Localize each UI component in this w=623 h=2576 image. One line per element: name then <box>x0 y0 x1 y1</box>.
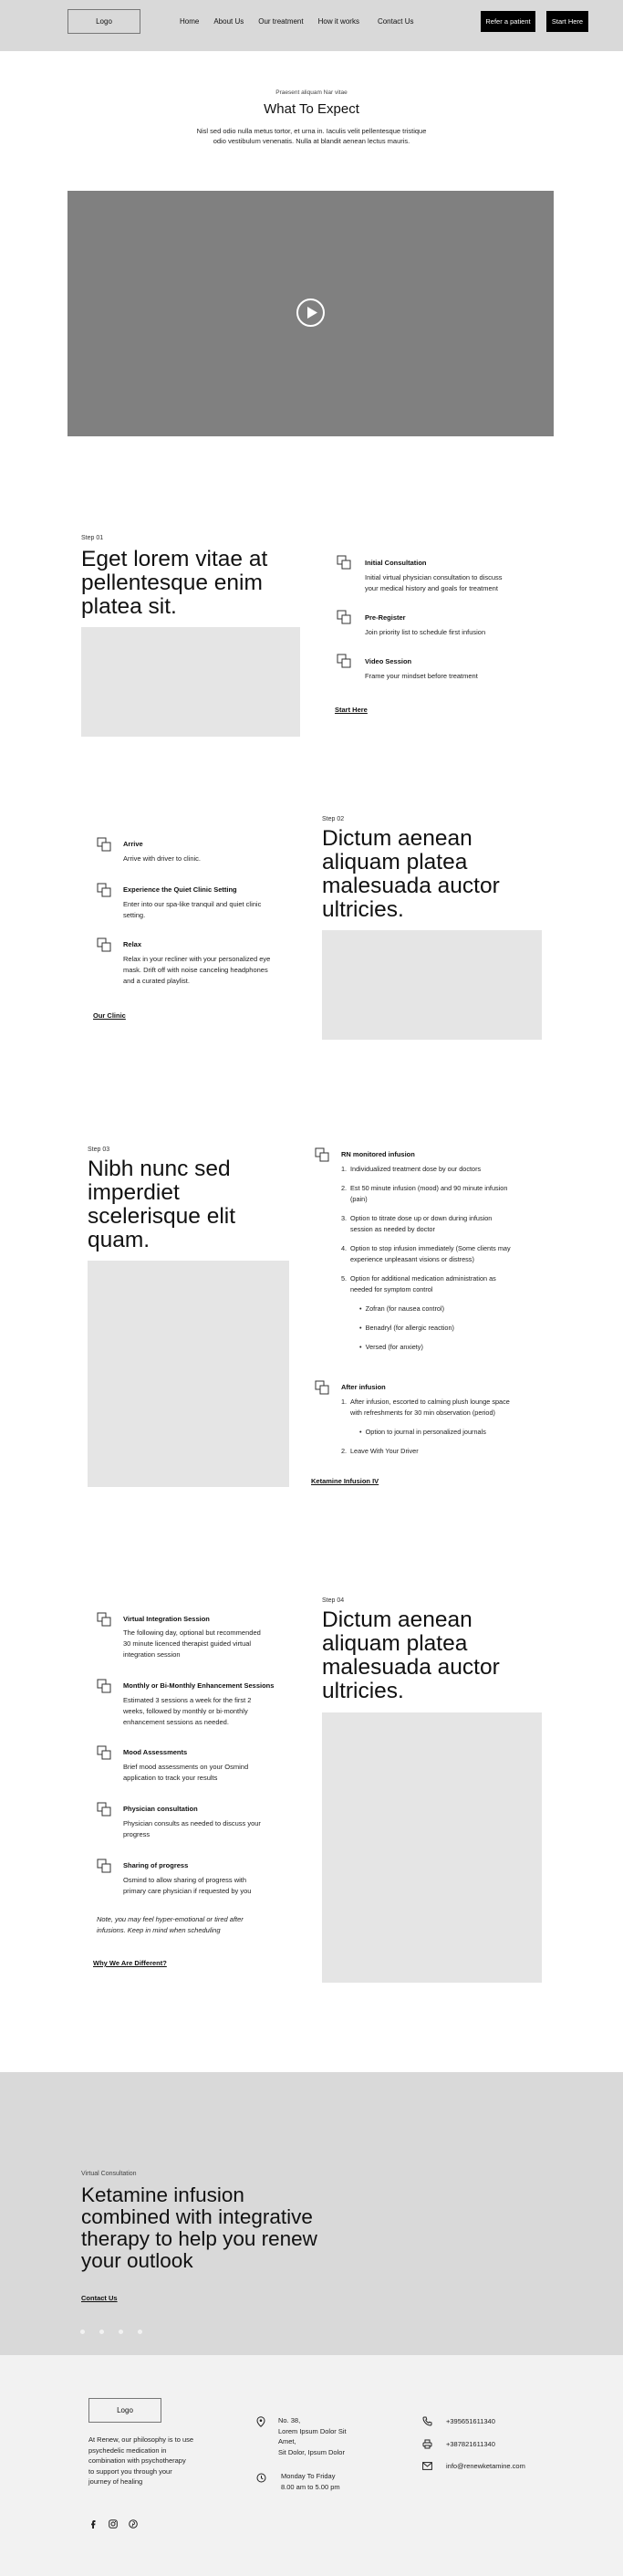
step-4-item-text: The following day, optional but recommended 30 minute licenced therapist guided virtual integration session <box>123 1628 261 1659</box>
squares-icon <box>337 610 351 624</box>
mail-icon <box>422 2462 432 2470</box>
footer-phone-1[interactable]: +395651611340 <box>446 2417 495 2425</box>
step-4-item-title: Mood Assessments <box>123 1748 188 1756</box>
carousel-dot[interactable] <box>80 2330 85 2334</box>
carousel-dot[interactable] <box>99 2330 104 2334</box>
step-2-image <box>322 930 542 1040</box>
step-4-item-text: Osmind to allow sharing of progress with primary care physician if requested by you <box>123 1876 252 1895</box>
nav-contact-us[interactable]: Contact Us <box>377 17 414 26</box>
squares-icon <box>97 1859 111 1873</box>
step-4-item-title: Sharing of progress <box>123 1861 189 1869</box>
squares-icon <box>337 555 351 570</box>
step-1-item-title: Initial Consultation <box>365 559 427 567</box>
step-1-title-line: Eget lorem vitae at <box>81 547 268 571</box>
cta-banner <box>0 2072 623 2355</box>
squares-icon <box>97 837 111 852</box>
why-different-link[interactable]: Why We Are Different? <box>93 1959 167 1967</box>
footer-phone-2[interactable]: +387821611340 <box>446 2440 495 2448</box>
contact-us-link[interactable]: Contact Us <box>81 2294 118 2302</box>
nav-home[interactable]: Home <box>180 17 200 26</box>
step-2-item-text: Arrive with driver to clinic. <box>123 854 202 863</box>
step-3-label: Step 03 <box>88 1147 110 1153</box>
start-here-link[interactable]: Start Here <box>335 706 368 714</box>
pinterest-icon[interactable] <box>129 2519 138 2529</box>
squares-icon <box>315 1147 329 1162</box>
step-3-image <box>88 1261 289 1487</box>
step-3-title: Nibh nunc sed imperdiet scelerisque elit quam. <box>88 1157 236 1252</box>
squares-icon <box>97 1745 111 1760</box>
squares-icon <box>97 937 111 952</box>
printer-icon <box>422 2439 432 2449</box>
ketamine-infusion-link[interactable]: Ketamine Infusion IV <box>311 1477 379 1485</box>
intro-text-line-2: odio vestibulum venenatis. Nulla at blandit aenean lectus mauris. <box>213 137 410 145</box>
start-here-button[interactable]: Start Here <box>546 11 588 32</box>
logo[interactable]: Logo <box>67 9 140 34</box>
step-4-label: Step 04 <box>322 1597 345 1604</box>
step-1-item-title: Video Session <box>365 657 412 665</box>
step-2-title: Dictum aenean aliquam platea malesuada auctor ultricies. <box>322 826 500 922</box>
footer-hours: Monday To Friday 8.00 am to 5.00 pm <box>281 2472 340 2491</box>
step-1-title-line: platea sit. <box>81 594 177 619</box>
site-header <box>0 0 623 51</box>
facebook-icon[interactable] <box>88 2519 98 2529</box>
phone-icon <box>422 2416 432 2426</box>
step-4-item-title: Monthly or Bi-Monthly Enhancement Sessions <box>123 1681 275 1690</box>
step-4-image <box>322 1712 542 1983</box>
step-4-note: Note, you may feel hyper-emotional or tired after infusions. Keep in mind when scheduling <box>97 1915 244 1934</box>
nav-how-it-works[interactable]: How it works <box>317 17 359 26</box>
after-infusion-title: After infusion <box>341 1383 386 1391</box>
our-clinic-link[interactable]: Our Clinic <box>93 1011 126 1020</box>
step-1-item-text: Initial virtual physician consultation to discuss your medical history and goals for treatment <box>365 573 503 592</box>
step-2-item-title: Relax <box>123 940 142 948</box>
squares-icon <box>97 883 111 897</box>
step-2-item-text: Relax in your recliner with your personalized eye mask. Drift off with noise canceling headphones and a curated playlist. <box>123 955 271 985</box>
cta-eyebrow: Virtual Consultation <box>81 2171 137 2177</box>
step-1-title-line: pellentesque enim <box>81 571 263 595</box>
step-1-image <box>81 627 300 737</box>
step-4-item-title: Physician consultation <box>123 1805 198 1813</box>
play-circle-icon[interactable] <box>296 298 326 328</box>
footer-about: At Renew, our philosophy is to use psychedelic medication in combination with psychotherapy to support you through your journey of healing <box>88 2435 194 2486</box>
cta-title: Ketamine infusion combined with integrative therapy to help you renew your outlook <box>81 2183 317 2272</box>
step-4-item-title: Virtual Integration Session <box>123 1615 210 1623</box>
nav-our-treatment[interactable]: Our treatment <box>258 17 304 26</box>
monitored-infusion-title: RN monitored infusion <box>341 1150 415 1158</box>
step-2-item-title: Experience the Quiet Clinic Setting <box>123 885 237 894</box>
intro-text-line-1: Nisl sed odio nulla metus tortor, et urna in. Iaculis velit pellentesque tristique <box>196 127 427 135</box>
footer-email[interactable]: info@renewketamine.com <box>446 2462 525 2470</box>
step-2-item-text: Enter into our spa-like tranquil and quiet clinic setting. <box>123 900 262 919</box>
clock-icon <box>256 2473 266 2483</box>
page-title: What To Expect <box>264 101 359 117</box>
main-nav <box>180 17 429 26</box>
carousel-dot[interactable] <box>138 2330 142 2334</box>
step-2-item-title: Arrive <box>123 840 143 848</box>
monitored-infusion-list: 1. Individualized treatment dose by our doctors 2. Est 50 minute infusion (mood) and 90 minute infusion (pain) 3. Option to titrate dose up or down during infusion session as needed by doctor 4. Option to stop infusion immediately (Some clients may experience unpleasant visions or distress) 5. Option for additional medication administration as needed for symptom control • Zofran (for nausea control) • Benadryl (for allergic reaction) • Versed (for anxiety) <box>341 1165 511 1351</box>
intro-eyebrow: Praesent aliquam Nar vitae <box>275 89 348 96</box>
social-links <box>88 2519 138 2529</box>
step-4-item-text: Physician consults as needed to discuss your progress <box>123 1819 261 1838</box>
footer-logo[interactable]: Logo <box>88 2398 161 2423</box>
step-4-item-text: Brief mood assessments on your Osmind application to track your results <box>123 1763 249 1782</box>
squares-icon <box>97 1612 111 1627</box>
footer-address: No. 38, Lorem Ipsum Dolor Sit Amet, Sit Dolor, Ipsum Dolor <box>278 2416 347 2456</box>
carousel-dots <box>80 2330 157 2334</box>
step-4-item-text: Estimated 3 sessions a week for the first 2 weeks, followed by monthly or bi-monthly enhancement sessions as needed. <box>123 1696 252 1726</box>
step-1-title <box>81 548 267 619</box>
site-footer <box>0 2355 623 2576</box>
step-1-item-title: Pre-Register <box>365 613 406 622</box>
squares-icon <box>315 1380 329 1395</box>
video-player[interactable] <box>67 191 554 436</box>
step-2-label: Step 02 <box>322 816 345 822</box>
squares-icon <box>97 1802 111 1817</box>
carousel-dot[interactable] <box>119 2330 123 2334</box>
location-pin-icon <box>256 2416 265 2427</box>
step-1-item-text: Join priority list to schedule first infusion <box>365 628 486 636</box>
after-infusion-list: 1. After infusion, escorted to calming plush lounge space with refreshments for 30 min observation (period) • Option to journal in personalized journals 2. Leave With Your Driver <box>341 1398 510 1455</box>
step-4-title: Dictum aenean aliquam platea malesuada auctor ultricies. <box>322 1607 500 1703</box>
squares-icon <box>97 1679 111 1693</box>
refer-patient-button[interactable]: Refer a patient <box>481 11 535 32</box>
squares-icon <box>337 654 351 668</box>
step-1-label: Step 01 <box>81 535 104 541</box>
nav-about-us[interactable]: About Us <box>213 17 244 26</box>
step-1-item-text: Frame your mindset before treatment <box>365 672 478 680</box>
instagram-icon[interactable] <box>109 2519 118 2529</box>
